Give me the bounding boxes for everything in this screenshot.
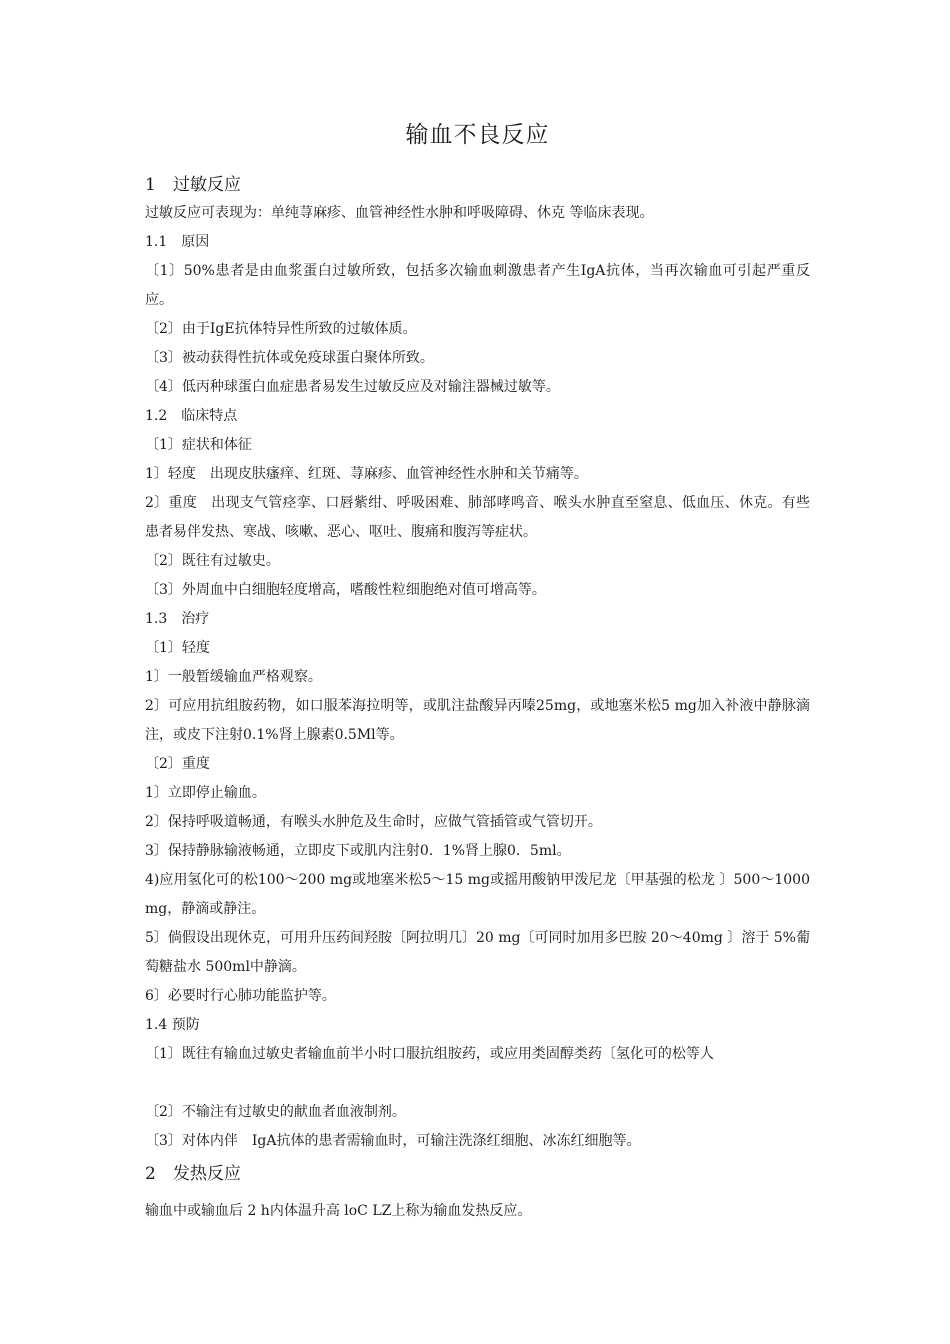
treatment-item-10: 6〕必要时行心肺功能监护等。 [145,988,336,1004]
treatment-item-8: 4)应用氢化可的松100～200 mg或地塞米松5～15 mg或摇用酸钠甲泼尼龙〔甲基强的松龙 〕500～1000 mg，静滴或静注。 [145,872,824,917]
treatment-item-5: 1〕立即停止输血。 [145,785,266,801]
treatment-item-2: 1〕一般暂缓输血严格观察。 [145,669,322,685]
cause-item-2: 〔2〕由于IgE抗体特异性所致的过敏体质。 [145,321,417,337]
cause-item-1: 〔1〕50%患者是由血浆蛋白过敏所致，包括多次输血刺激患者产生IgA抗体，当再次输血可引起严重反应。 [145,263,810,308]
treatment-item-3: 2〕可应用抗组胺药物，如口服苯海拉明等，或肌注盐酸异丙嗪25mg，或地塞米松5 mg加入补液中静脉滴注，或皮下注射0.1%肾上腺素0.5Ml等。 [145,698,810,743]
treatment-item-7: 3〕保持静脉输液畅通，立即皮下或肌内注射0．1%肾上腺0．5ml。 [145,843,571,859]
cause-item-4: 〔4〕低丙种球蛋白血症患者易发生过敏反应及对输注器械过敏等。 [145,379,560,395]
section-2-number: 2 [145,1164,156,1184]
section-1-title: 过敏反应 [173,175,241,195]
clinical-item-2: 1〕轻度 出现皮肤瘙痒、红斑、荨麻疹、血管神经性水肿和关节痛等。 [145,466,588,482]
cause-item-3: 〔3〕被动获得性抗体或免疫球蛋白聚体所致。 [145,350,434,366]
document-title: 输血不良反应 [405,122,550,148]
section-1-heading [145,170,241,195]
treatment-item-4: 〔2〕重度 [145,756,210,772]
treatment-item-1: 〔1〕轻度 [145,640,210,656]
clinical-item-4: 〔2〕既往有过敏史。 [145,553,280,569]
prevention-item-2: 〔2〕不输注有过敏史的献血者血液制剂。 [145,1104,406,1120]
subsection-1-3-heading: 1.3 治疗 [145,611,210,627]
subsection-1-1-heading: 1.1 原因 [145,234,210,250]
section-2-heading [145,1159,241,1184]
section-1-intro: 过敏反应可表现为：单纯荨麻疹、血管神经性水肿和呼吸障碍、休克 等临床表现。 [145,205,654,221]
subsection-1-4-heading: 1.4 预防 [145,1017,200,1033]
clinical-item-5: 〔3〕外周血中白细胞轻度增高，嗜酸性粒细胞绝对值可增高等。 [145,582,546,598]
prevention-item-3: 〔3〕对体内伴 IgA抗体的患者需输血时，可输注洗涤红细胞、冰冻红细胞等。 [145,1133,641,1149]
section-2-title: 发热反应 [173,1164,241,1184]
section-2-intro: 输血中或输血后 2 h内体温升高 loC LZ上称为输血发热反应。 [145,1203,532,1219]
clinical-item-1: 〔1〕症状和体征 [145,437,252,453]
clinical-item-3: 2〕重度 出现支气管痉挛、口唇紫绀、呼吸困难、肺部哮鸣音、喉头水肿直至窒息、低血压、休克。有些患者易伴发热、寒战、咳嗽、恶心、呕吐、腹痛和腹泻等症状。 [145,495,810,540]
prevention-item-1: 〔1〕既往有输血过敏史者输血前半小时口服抗组胺药，或应用类固醇类药〔氢化可的松等人 [145,1046,714,1062]
treatment-item-9: 5〕倘假设出现休克，可用升压药间羟胺〔阿拉明几〕20 mg〔可同时加用多巴胺 20～40mg 〕溶于 5%葡萄糖盐水 500ml中静滴。 [145,930,810,975]
section-1-number: 1 [145,175,156,195]
subsection-1-2-heading: 1.2 临床特点 [145,408,238,424]
treatment-item-6: 2〕保持呼吸道畅通，有喉头水肿危及生命时，应做气管插管或气管切开。 [145,814,602,830]
